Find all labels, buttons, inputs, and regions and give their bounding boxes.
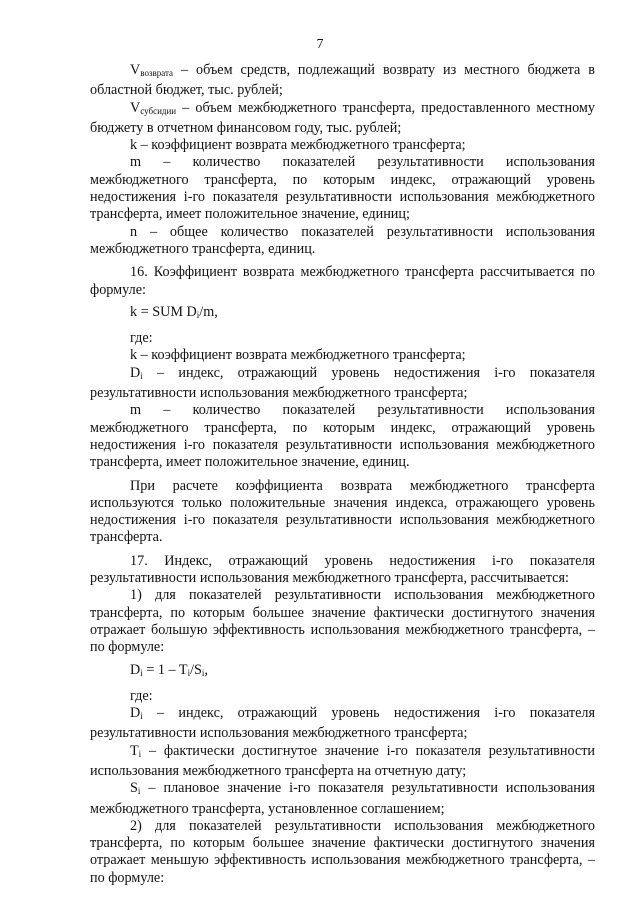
formula-part: ,	[204, 661, 208, 678]
symbol-subscript: субсидии	[140, 105, 177, 116]
page-number: 7	[316, 37, 324, 52]
formula-d	[90, 662, 595, 682]
definition-text: – индекс, отражающий уровень недостижения i-го показателя результативности использования межбюджетного трансферта;	[90, 705, 595, 742]
section-17-item-2: 2) для показателей результативности использования межбюджетного трансферта, по которым большее значение фактически достигнутого значения отражает меньшую эффективность использования межбюджетного трансферта, – по формуле:	[90, 817, 595, 886]
definition-text: – объем межбюджетного трансферта, предоставленного местному бюджету в отчетном финансовом году, тыс. рублей;	[90, 99, 595, 136]
symbol-subscript: i	[138, 748, 142, 759]
formula-subscript: i	[140, 667, 143, 678]
definition-d	[90, 705, 595, 743]
symbol: D	[130, 705, 141, 722]
symbol: T	[130, 742, 139, 759]
section-16-note: При расчете коэффициента возврата межбюджетного трансферта используются только положительные значения индекса, отражающего уровень недостижения i-го показателя результативности использования межбюджетного трансферта.	[90, 477, 595, 546]
definition-text: – плановое значение i-го показателя результативности использования межбюджетного трансферта, установленное соглашением;	[90, 780, 595, 817]
section-17-intro: 17. Индекс, отражающий уровень недостижения i-го показателя результативности использования межбюджетного трансферта, рассчитывается:	[90, 552, 595, 587]
document-body	[90, 62, 595, 887]
symbol: D	[130, 364, 141, 381]
definition-text: – индекс, отражающий уровень недостижения i-го показателя результативности использования межбюджетного трансферта;	[90, 364, 595, 402]
definition-v-subsidy	[90, 100, 595, 138]
symbol: S	[130, 780, 138, 797]
formula-part: D	[130, 661, 141, 678]
formula-k	[90, 304, 595, 324]
definition-v-return	[90, 62, 595, 100]
definition-t	[90, 743, 595, 781]
symbol-subscript: возврата	[140, 68, 174, 78]
where-label: где:	[130, 330, 153, 347]
definition-text: – объем средств, подлежащий возврату из местного бюджета в областной бюджет, тыс. рублей;	[90, 62, 595, 99]
symbol: V	[130, 62, 141, 78]
formula-part: k = SUM D	[130, 303, 197, 320]
formula-subscript: i	[187, 667, 191, 678]
formula-subscript: i	[196, 309, 200, 320]
definition-s	[90, 780, 595, 818]
definition-n: n – общее количество показателей результативности использования межбюджетного трансферта, единиц.	[90, 223, 595, 257]
where-label: где:	[130, 687, 153, 704]
symbol-subscript: i	[137, 786, 141, 797]
section-16-intro: 16. Коэффициент возврата межбюджетного трансферта рассчитывается по формуле:	[90, 264, 595, 298]
definition-m: m – количество показателей результативности использования межбюджетного трансферта, по которым индекс, отражающий уровень недостижения i-го показателя результативности использования межбюджетного трансферта, имеет положительное значение, единиц.	[90, 402, 595, 471]
formula-subscript: i	[201, 667, 205, 678]
section-17-item-1: 1) для показателей результативности использования межбюджетного трансферта, по которым большее значение фактически достигнутого значения отражает большую эффективность использования межбюджетного трансферта, – по формуле:	[90, 587, 595, 656]
definition-text: – фактически достигнутое значение i-го показателя результативности использования межбюджетного трансферта на отчетную дату;	[90, 742, 595, 779]
definition-k: k – коэффициент возврата межбюджетного трансферта;	[130, 137, 466, 154]
symbol-subscript: i	[140, 711, 143, 722]
formula-part: /m,	[199, 303, 218, 320]
symbol: V	[130, 99, 141, 116]
definition-d	[90, 365, 595, 403]
formula-part: /S	[190, 661, 202, 678]
definition-k: k – коэффициент возврата межбюджетного трансферта;	[130, 347, 466, 364]
definition-m: m – количество показателей результативности использования межбюджетного трансферта, по которым индекс, отражающий уровень недостижения i-го показателя результативности использования межбюджетного трансферта, имеет положительное значение, единиц;	[90, 154, 595, 223]
formula-part: = 1 – T	[142, 661, 188, 678]
symbol-subscript: i	[140, 370, 143, 381]
